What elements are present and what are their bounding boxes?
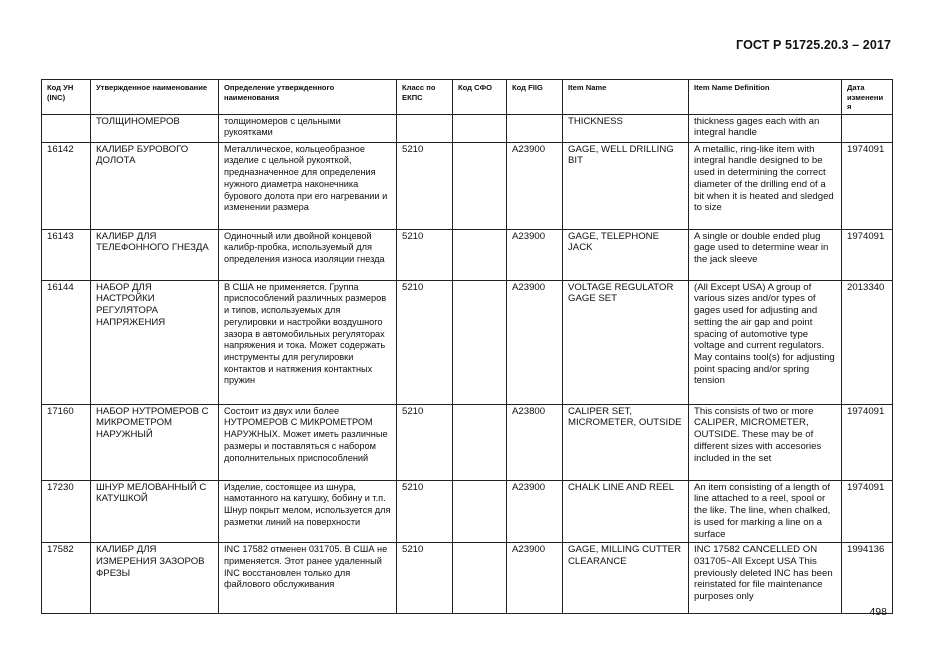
cell-item-name: THICKNESS bbox=[563, 114, 689, 142]
cell-approved-name: КАЛИБР ДЛЯ ИЗМЕРЕНИЯ ЗАЗОРОВ ФРЕЗЫ bbox=[91, 543, 219, 614]
cell-fsc-class: 5210 bbox=[397, 142, 453, 229]
cell-approved-definition: INC 17582 отменен 031705. В США не применяется. Этот ранее удаленный INC восстановлен только для файлового обслуживания bbox=[219, 543, 397, 614]
cell-change-date: 2013340 bbox=[842, 280, 893, 404]
cell-sfo-code bbox=[453, 114, 507, 142]
cell-fiig-code: A23900 bbox=[507, 543, 563, 614]
cell-fiig-code bbox=[507, 114, 563, 142]
cell-inc: 16142 bbox=[42, 142, 91, 229]
cell-approved-name: ШНУР МЕЛОВАННЫЙ С КАТУШКОЙ bbox=[91, 480, 219, 543]
cell-inc: 16144 bbox=[42, 280, 91, 404]
cell-sfo-code bbox=[453, 229, 507, 280]
column-header-item-name: Item Name bbox=[563, 80, 689, 115]
cell-inc: 17160 bbox=[42, 404, 91, 480]
column-header-fsc-class: Класс по ЕКПС bbox=[397, 80, 453, 115]
cell-fsc-class bbox=[397, 114, 453, 142]
cell-item-name-definition: thickness gages each with an integral handle bbox=[689, 114, 842, 142]
cell-item-name: GAGE, MILLING CUTTER CLEARANCE bbox=[563, 543, 689, 614]
cell-fsc-class: 5210 bbox=[397, 480, 453, 543]
item-names-table bbox=[41, 79, 893, 614]
table-row bbox=[42, 229, 893, 280]
cell-approved-definition: Состоит из двух или более НУТРОМЕРОВ С МИКРОМЕТРОМ НАРУЖНЫХ. Может иметь различные размеры и поставляться с набором дополнительных приспособлений bbox=[219, 404, 397, 480]
cell-item-name-definition: This consists of two or more CALIPER, MICROMETER, OUTSIDE. These may be of different sizes with accesories included in the set bbox=[689, 404, 842, 480]
cell-sfo-code bbox=[453, 404, 507, 480]
cell-item-name: GAGE, TELEPHONE JACK bbox=[563, 229, 689, 280]
cell-fiig-code: A23800 bbox=[507, 404, 563, 480]
page-number: 498 bbox=[869, 606, 887, 618]
document-standard-header: ГОСТ Р 51725.20.3 – 2017 bbox=[736, 38, 891, 52]
cell-fiig-code: A23900 bbox=[507, 142, 563, 229]
table-row bbox=[42, 404, 893, 480]
cell-change-date: 1974091 bbox=[842, 142, 893, 229]
cell-approved-definition: Металлическое, кольцеобразное изделие с цельной рукояткой, предназначенное для определения нужного диаметра наконечника бурового долота при его нагревании и изменении размера bbox=[219, 142, 397, 229]
cell-item-name-definition: A metallic, ring-like item with integral handle designed to be used in determining the correct diameter of the drilling end of a bit when it is heated and sledged to size bbox=[689, 142, 842, 229]
cell-item-name: CALIPER SET, MICROMETER, OUTSIDE bbox=[563, 404, 689, 480]
cell-item-name-definition: (All Except USA) A group of various sizes and/or types of gages used for adjusting and setting the air gap and point spacing of automotive type voltage and current regulators. May contains tool(s) for adjusting point spacing and/or spring tension bbox=[689, 280, 842, 404]
cell-item-name: VOLTAGE REGULATOR GAGE SET bbox=[563, 280, 689, 404]
cell-approved-name: ТОЛЩИНОМЕРОВ bbox=[91, 114, 219, 142]
cell-approved-name: НАБОР НУТРОМЕРОВ С МИКРОМЕТРОМ НАРУЖНЫЙ bbox=[91, 404, 219, 480]
cell-item-name: GAGE, WELL DRILLING BIT bbox=[563, 142, 689, 229]
cell-change-date: 1974091 bbox=[842, 229, 893, 280]
cell-inc: 17582 bbox=[42, 543, 91, 614]
cell-inc: 17230 bbox=[42, 480, 91, 543]
cell-change-date: 1994136 bbox=[842, 543, 893, 614]
cell-sfo-code bbox=[453, 543, 507, 614]
table-row bbox=[42, 142, 893, 229]
cell-approved-name: КАЛИБР ДЛЯ ТЕЛЕФОННОГО ГНЕЗДА bbox=[91, 229, 219, 280]
cell-approved-definition: В США не применяется. Группа приспособлений различных размеров и типов, используемых для регулировки и настройки воздушного зазора в автомобильных регуляторах напряжения и тока. Может содержать инструменты для регулировки контактов и натяжения контактных пружин bbox=[219, 280, 397, 404]
cell-fiig-code: A23900 bbox=[507, 280, 563, 404]
cell-change-date: 1974091 bbox=[842, 480, 893, 543]
column-header-inc: Код УН (INC) bbox=[42, 80, 91, 115]
column-header-approved-name: Утвержденное наименование bbox=[91, 80, 219, 115]
table-row bbox=[42, 480, 893, 543]
cell-item-name-definition: An item consisting of a length of line attached to a reel, spool or the like. The line, when chalked, is used for marking a line on a surface bbox=[689, 480, 842, 543]
cell-inc bbox=[42, 114, 91, 142]
cell-approved-definition: толщиномеров с цельными рукоятками bbox=[219, 114, 397, 142]
cell-change-date bbox=[842, 114, 893, 142]
cell-fsc-class: 5210 bbox=[397, 229, 453, 280]
cell-fsc-class: 5210 bbox=[397, 280, 453, 404]
cell-item-name-definition: INC 17582 CANCELLED ON 031705~All Except USA This previously deleted INC has been reinstated for file maintenance purposes only bbox=[689, 543, 842, 614]
table-row bbox=[42, 543, 893, 614]
table-row bbox=[42, 280, 893, 404]
cell-change-date: 1974091 bbox=[842, 404, 893, 480]
cell-fiig-code: A23900 bbox=[507, 480, 563, 543]
cell-item-name: CHALK LINE AND REEL bbox=[563, 480, 689, 543]
table-header-row bbox=[42, 80, 893, 115]
cell-fsc-class: 5210 bbox=[397, 543, 453, 614]
cell-sfo-code bbox=[453, 280, 507, 404]
cell-item-name-definition: A single or double ended plug gage used to determine wear in the jack sleeve bbox=[689, 229, 842, 280]
column-header-item-name-definition: Item Name Definition bbox=[689, 80, 842, 115]
cell-approved-definition: Одиночный или двойной концевой калибр-пробка, используемый для определения износа изоляции гнезда bbox=[219, 229, 397, 280]
column-header-fiig-code: Код FIIG bbox=[507, 80, 563, 115]
column-header-change-date: Дата изменения bbox=[842, 80, 893, 115]
cell-approved-name: КАЛИБР БУРОВОГО ДОЛОТА bbox=[91, 142, 219, 229]
column-header-sfo-code: Код СФО bbox=[453, 80, 507, 115]
column-header-approved-definition: Определение утвержденного наименования bbox=[219, 80, 397, 115]
cell-approved-definition: Изделие, состоящее из шнура, намотанного на катушку, бобину и т.п. Шнур покрыт мелом, используется для разметки линий на поверхности bbox=[219, 480, 397, 543]
cell-approved-name: НАБОР ДЛЯ НАСТРОЙКИ РЕГУЛЯТОРА НАПРЯЖЕНИЯ bbox=[91, 280, 219, 404]
cell-sfo-code bbox=[453, 142, 507, 229]
cell-fiig-code: A23900 bbox=[507, 229, 563, 280]
cell-inc: 16143 bbox=[42, 229, 91, 280]
cell-sfo-code bbox=[453, 480, 507, 543]
table-row bbox=[42, 114, 893, 142]
cell-fsc-class: 5210 bbox=[397, 404, 453, 480]
